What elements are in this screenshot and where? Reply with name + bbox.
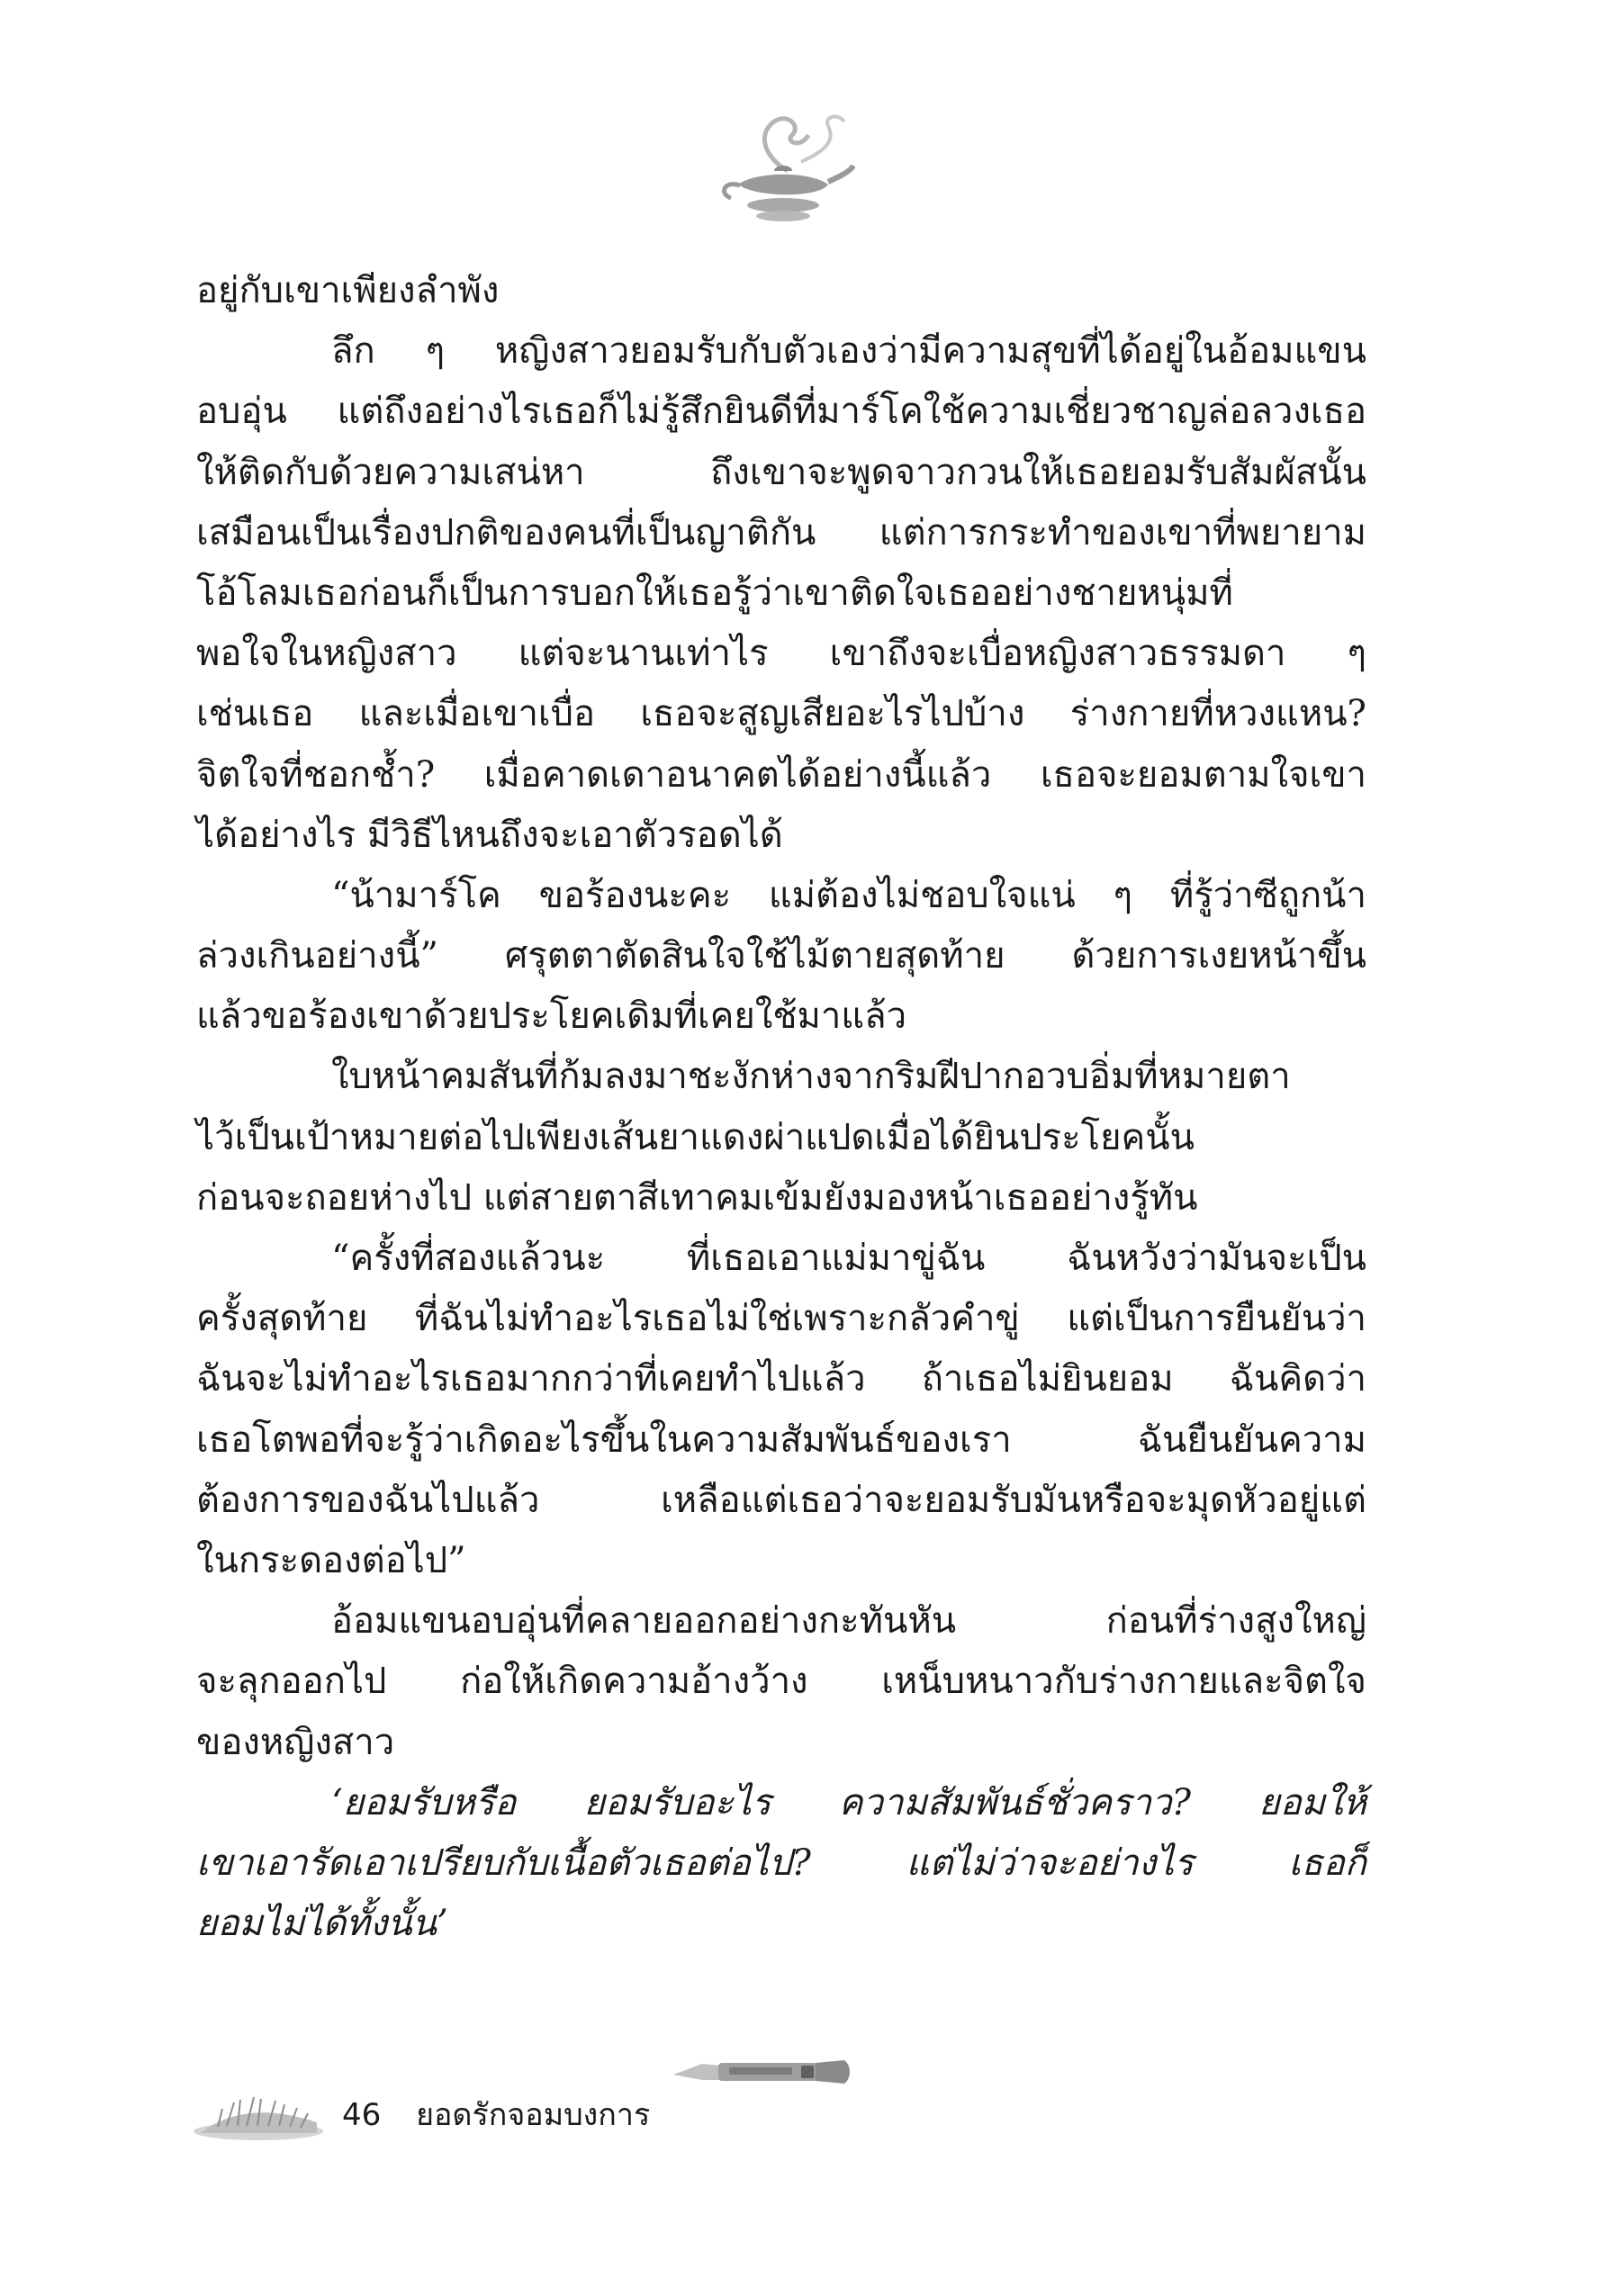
text-line: เสมือนเป็นเรื่องปกติของคนที่เป็นญาติกัน แต่การกระทำของเขาที่พยายาม	[196, 511, 1366, 554]
body-text	[196, 261, 1366, 1954]
page-number: 46	[342, 2097, 382, 2133]
text-line: ให้ติดกับด้วยความเสน่หา ถึงเขาจะพูดจาวกวนให้เธอยอมรับสัมผัสนั้น	[196, 451, 1366, 493]
text-line: จิตใจที่ชอกช้ำ? เมื่อคาดเดาอนาคตได้อย่างนี้แล้ว เธอจะยอมตามใจเขา	[196, 753, 1366, 796]
text-line: เธอโตพอที่จะรู้ว่าเกิดอะไรขึ้นในความสัมพันธ์ของเรา ฉันยืนยันความ	[196, 1418, 1366, 1461]
book-title: ยอดรักจอมบงการ	[416, 2097, 651, 2133]
box-cutter-icon	[666, 2048, 855, 2094]
text-line: พอใจในหญิงสาว แต่จะนานเท่าไร เขาถึงจะเบื่อหญิงสาวธรรมดา ๆ	[196, 633, 1366, 675]
genie-lamp-icon	[702, 108, 855, 234]
text-line: ได้อย่างไร มีวิธีไหนถึงจะเอาตัวรอดได้	[196, 814, 783, 856]
text-line: ในกระดองต่อไป”	[196, 1539, 466, 1581]
text-line: ต้องการของฉันไปแล้ว เหลือแต่เธอว่าจะยอมรับมันหรือจะมุดหัวอยู่แต่	[196, 1479, 1366, 1521]
text-line: ลึก ๆ หญิงสาวยอมรับกับตัวเองว่ามีความสุขที่ได้อยู่ในอ้อมแขน	[331, 330, 1366, 373]
text-line: ไว้เป็นเป้าหมายต่อไปเพียงเส้นยาแดงผ่าแปดเมื่อได้ยินประโยคนั้น	[196, 1116, 1195, 1158]
text-line: โอ้โลมเธอก่อนก็เป็นการบอกให้เธอรู้ว่าเขาติดใจเธออย่างชายหนุ่มที่	[196, 572, 1233, 614]
text-line: ‘ยอมรับหรือ ยอมรับอะไร ความสัมพันธ์ชั่วคราว? ยอมให้	[331, 1781, 1366, 1823]
text-line: จะลุกออกไป ก่อให้เกิดความอ้างว้าง เหน็บหนาวกับร่างกายและจิตใจ	[196, 1661, 1366, 1703]
text-line: อยู่กับเขาเพียงลำพัง	[196, 270, 500, 311]
text-line: ยอมไม่ได้ทั้งนั้น’	[196, 1903, 448, 1945]
text-line: ของหญิงสาว	[196, 1721, 395, 1763]
text-line: ฉันจะไม่ทำอะไรเธอมากกว่าที่เคยทำไปแล้ว ถ้าเธอไม่ยินยอม ฉันคิดว่า	[196, 1358, 1366, 1400]
text-line: ใบหน้าคมสันที่ก้มลงมาชะงักห่างจากริมฝีปากอวบอิ่มที่หมายตา	[331, 1056, 1291, 1098]
text-line: “น้ามาร์โค ขอร้องนะคะ แม่ต้องไม่ชอบใจแน่ ๆ ที่รู้ว่าซีถูกน้า	[331, 874, 1366, 916]
text-line: เช่นเธอ และเมื่อเขาเบื่อ เธอจะสูญเสียอะไรไปบ้าง ร่างกายที่หวงแหน?	[196, 693, 1366, 735]
text-line: อ้อมแขนอบอุ่นที่คลายออกอย่างกะทันหัน ก่อนที่ร่างสูงใหญ่	[331, 1600, 1366, 1643]
grass-tuft-icon	[191, 2086, 326, 2144]
text-line: ล่วงเกินอย่างนี้” ศรุตตาตัดสินใจใช้ไม้ตายสุดท้าย ด้วยการเงยหน้าขึ้น	[196, 935, 1366, 977]
text-line: อบอุ่น แต่ถึงอย่างไรเธอก็ไม่รู้สึกยินดีที่มาร์โคใช้ความเชี่ยวชาญล่อลวงเธอ	[196, 391, 1366, 433]
text-line: “ครั้งที่สองแล้วนะ ที่เธอเอาแม่มาขู่ฉัน ฉันหวังว่ามันจะเป็น	[331, 1238, 1366, 1279]
text-line: แล้วขอร้องเขาด้วยประโยคเดิมที่เคยใช้มาแล้ว	[196, 995, 907, 1038]
text-line: ก่อนจะถอยห่างไป แต่สายตาสีเทาคมเข้มยังมองหน้าเธออย่างรู้ทัน	[196, 1176, 1198, 1219]
text-line: เขาเอารัดเอาเปรียบกับเนื้อตัวเธอต่อไป? แต่ไม่ว่าจะอย่างไร เธอก็	[196, 1841, 1366, 1884]
page-footer	[342, 2097, 675, 2133]
text-line: ครั้งสุดท้าย ที่ฉันไม่ทำอะไรเธอไม่ใช่เพราะกลัวคำขู่ แต่เป็นการยืนยันว่า	[196, 1298, 1366, 1340]
